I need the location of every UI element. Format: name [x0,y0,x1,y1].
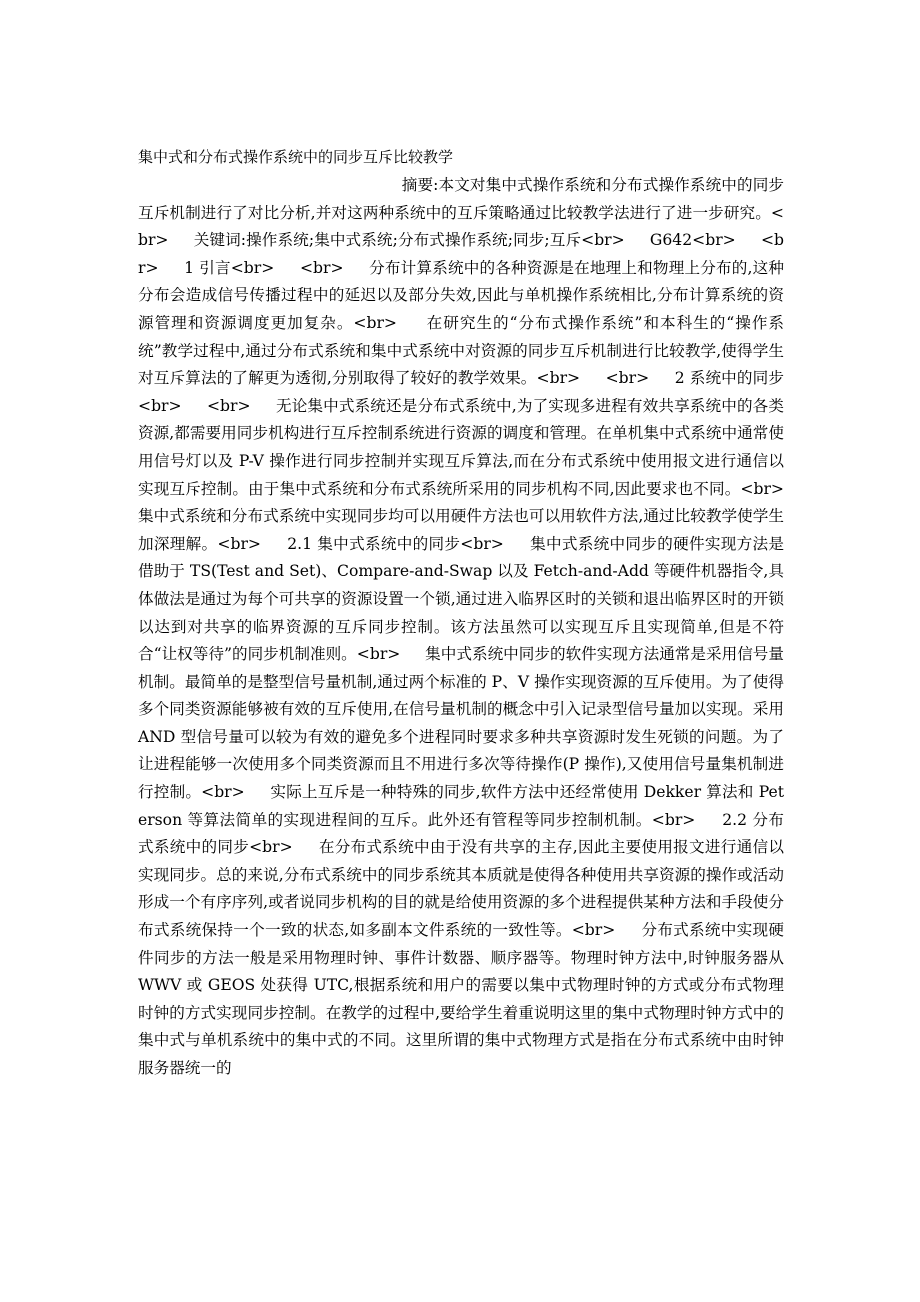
document-body: 摘要:本文对集中式操作系统和分布式操作系统中的同步互斥机制进行了对比分析,并对这两种系统中的互斥策略通过比较教学法进行了进一步研究。<br> 关键词:操作系统;集中式系统;分布式操作系统;同步;互斥<br> G642<br> <br> 1 引言<br> <br> 分布计算系统中的各种资源是在地理上和物理上分布的,这种分布会造成信号传播过程中的延迟以及部分失效,因此与单机操作系统相比,分布计算系统的资源管理和资源调度更加复杂。<br> 在研究生的“分布式操作系统”和本科生的“操作系统”教学过程中,通过分布式系统和集中式系统中对资源的同步互斥机制进行比较教学,使得学生对互斥算法的了解更为透彻,分别取得了较好的教学效果。<br> <br> 2 系统中的同步<br> <br> 无论集中式系统还是分布式系统中,为了实现多进程有效共享系统中的各类资源,都需要用同步机构进行互斥控制系统进行资源的调度和管理。在单机集中式系统中通常使用信号灯以及 P-V 操作进行同步控制并实现互斥算法,而在分布式系统中使用报文进行通信以实现互斥控制。由于集中式系统和分布式系统所采用的同步机构不同,因此要求也不同。<br> 集中式系统和分布式系统中实现同步均可以用硬件方法也可以用软件方法,通过比较教学使学生加深理解。<br> 2.1 集中式系统中的同步<br> 集中式系统中同步的硬件实现方法是借助于 TS(Test and Set)、Compare-and-Swap 以及 Fetch-and-Add 等硬件机器指令,具体做法是通过为每个可共享的资源设置一个锁,通过进入临界区时的关锁和退出临界区时的开锁以达到对共享的临界资源的互斥同步控制。该方法虽然可以实现互斥且实现简单,但是不符合“让权等待”的同步机制准则。<br> 集中式系统中同步的软件实现方法通常是采用信号量机制。最简单的是整型信号量机制,通过两个标准的 P、V 操作实现资源的互斥使用。为了使得多个同类资源能够被有效的互斥使用,在信号量机制的概念中引入记录型信号量加以实现。采用 AND 型信号量可以较为有效的避免多个进程同时要求多种共享资源时发生死锁的问题。为了让进程能够一次使用多个同类资源而且不用进行多次等待操作(P 操作),又使用信号量集机制进行控制。<br> 实际上互斥是一种特殊的同步,软件方法中还经常使用 Dekker 算法和 Peterson 等算法简单的实现进程间的互斥。此外还有管程等同步控制机制。<br> 2.2 分布式系统中的同步<br> 在分布式系统中由于没有共享的主存,因此主要使用报文进行通信以实现同步。总的来说,分布式系统中的同步系统其本质就是使得各种使用共享资源的操作或活动形成一个有序序列,或者说同步机构的目的就是给使用资源的多个进程提供某种方法和手段使分布式系统保持一个一致的状态,如多副本文件系统的一致性等。<br> 分布式系统中实现硬件同步的方法一般是采用物理时钟、事件计数器、顺序器等。物理时钟方法中,时钟服务器从 WWV 或 GEOS 处获得 UTC,根据系统和用户的需要以集中式物理时钟的方式或分布式物理时钟的方式实现同步控制。在教学的过程中,要给学生着重说明这里的集中式物理时钟方式中的集中式与单机系统中的集中式的不同。这里所谓的集中式物理方式是指在分布式系统中由时钟服务器统一的 [138,176,809,1077]
document-page [138,142,809,1083]
document-title: 集中式和分布式操作系统中的同步互斥比较教学 [138,148,454,166]
